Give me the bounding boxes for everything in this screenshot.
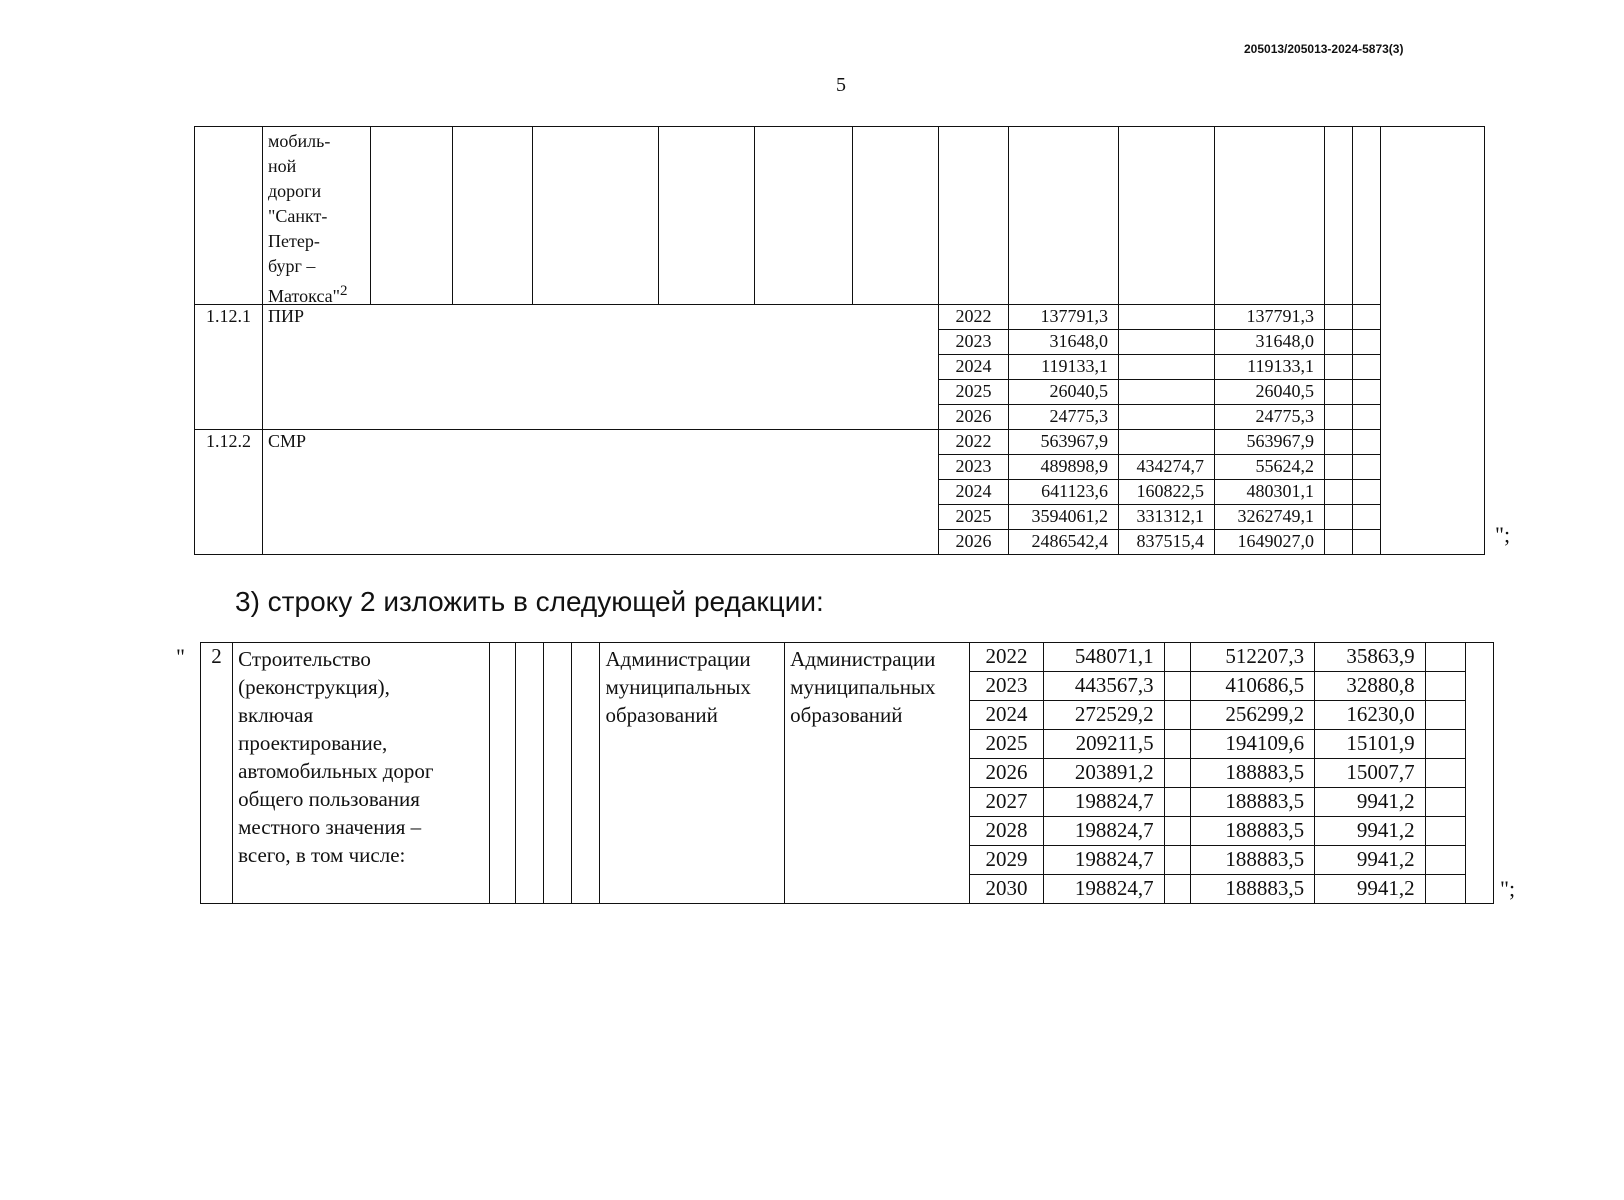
empty-cell: [1425, 643, 1465, 672]
amount-cell: [1119, 405, 1215, 430]
year-cell: 2027: [969, 788, 1043, 817]
name-line: бург –: [268, 256, 316, 276]
empty-cell: [1425, 730, 1465, 759]
amount-cell: 26040,5: [1215, 380, 1325, 405]
year-cell: 2024: [939, 355, 1009, 380]
amount-cell: 35863,9: [1315, 643, 1425, 672]
amount-cell: 188883,5: [1190, 788, 1314, 817]
amount-cell: [1164, 643, 1190, 672]
table-row: [201, 643, 1494, 672]
empty-cell: [1325, 305, 1353, 330]
amount-cell: 410686,5: [1190, 672, 1314, 701]
executor-line: муниципальных: [605, 675, 751, 699]
executor-cell: [600, 643, 785, 904]
empty-cell: [1353, 380, 1381, 405]
year-cell: 2023: [939, 330, 1009, 355]
total-cell: 2486542,4: [1009, 530, 1119, 555]
total-cell: 443567,3: [1044, 672, 1164, 701]
amount-cell: 256299,2: [1190, 701, 1314, 730]
empty-cell: [1325, 430, 1353, 455]
empty-cell: [1353, 480, 1381, 505]
year-cell: 2025: [969, 730, 1043, 759]
total-cell: 209211,5: [1044, 730, 1164, 759]
participant-cell: [785, 643, 970, 904]
participant-line: Администрации: [790, 647, 936, 671]
year-cell: 2022: [939, 430, 1009, 455]
empty-cell: [1353, 455, 1381, 480]
amount-cell: 16230,0: [1315, 701, 1425, 730]
name-line: общего пользования: [238, 787, 420, 811]
table-row: [195, 430, 1485, 455]
amount-cell: 24775,3: [1215, 405, 1325, 430]
amount-cell: [1164, 730, 1190, 759]
continued-name-cell: [263, 127, 371, 305]
amount-cell: 160822,5: [1119, 480, 1215, 505]
executor-line: Администрации: [605, 647, 751, 671]
year-cell: 2025: [939, 505, 1009, 530]
total-cell: 119133,1: [1009, 355, 1119, 380]
empty-cell: [1325, 355, 1353, 380]
empty-cell: [1353, 405, 1381, 430]
empty-cell: [1325, 330, 1353, 355]
year-cell: 2026: [939, 530, 1009, 555]
total-cell: 26040,5: [1009, 380, 1119, 405]
empty-cell: [1325, 455, 1353, 480]
program-table-row-2: [200, 642, 1494, 904]
amount-cell: 188883,5: [1190, 875, 1314, 904]
amount-cell: 9941,2: [1315, 817, 1425, 846]
amount-cell: [1119, 380, 1215, 405]
year-cell: 2029: [969, 846, 1043, 875]
empty-cell: [516, 643, 544, 904]
amount-cell: [1164, 846, 1190, 875]
name-line: автомобильных дорог: [238, 759, 434, 783]
empty-cell: [1425, 817, 1465, 846]
amount-cell: 188883,5: [1190, 846, 1314, 875]
executor-line: образований: [605, 703, 718, 727]
instruction-text: 3) строку 2 изложить в следующей редакции:: [235, 586, 824, 617]
name-line: всего, в том числе:: [238, 843, 406, 867]
empty-cell: [1425, 701, 1465, 730]
year-cell: 2028: [969, 817, 1043, 846]
item-name: [233, 643, 490, 904]
name-line: ной: [268, 156, 297, 176]
name-line: мобиль-: [268, 131, 331, 151]
table-row: [195, 305, 1485, 330]
empty-cell: [1465, 643, 1493, 904]
total-cell: 272529,2: [1044, 701, 1164, 730]
total-cell: 198824,7: [1044, 846, 1164, 875]
empty-cell: [1425, 846, 1465, 875]
total-cell: 203891,2: [1044, 759, 1164, 788]
amount-cell: 188883,5: [1190, 817, 1314, 846]
name-line: дороги: [268, 181, 322, 201]
name-line: Петер-: [268, 231, 320, 251]
empty-cell: [1425, 875, 1465, 904]
amount-cell: [1119, 355, 1215, 380]
year-cell: 2026: [969, 759, 1043, 788]
amount-cell: 15101,9: [1315, 730, 1425, 759]
year-cell: 2023: [939, 455, 1009, 480]
amount-cell: 55624,2: [1215, 455, 1325, 480]
amount-cell: [1164, 672, 1190, 701]
closing-quote: ";: [1495, 522, 1511, 547]
total-cell: 198824,7: [1044, 788, 1164, 817]
amount-cell: [1119, 330, 1215, 355]
name-line: Строительство: [238, 647, 371, 671]
amount-cell: 9941,2: [1315, 788, 1425, 817]
year-cell: 2030: [969, 875, 1043, 904]
amount-cell: 32880,8: [1315, 672, 1425, 701]
amount-cell: [1119, 430, 1215, 455]
amount-cell: 119133,1: [1215, 355, 1325, 380]
amount-cell: [1164, 788, 1190, 817]
empty-cell: [544, 643, 572, 904]
empty-cell: [1325, 405, 1353, 430]
amount-cell: 188883,5: [1190, 759, 1314, 788]
empty-cell: [1325, 380, 1353, 405]
year-cell: 2024: [939, 480, 1009, 505]
amount-cell: 194109,6: [1190, 730, 1314, 759]
name-line: проектирование,: [238, 731, 388, 755]
amount-cell: 563967,9: [1215, 430, 1325, 455]
amount-cell: [1164, 701, 1190, 730]
empty-cell: [1425, 759, 1465, 788]
participant-line: образований: [790, 703, 903, 727]
name-line: включая: [238, 703, 314, 727]
year-cell: 2024: [969, 701, 1043, 730]
empty-cell: [1425, 788, 1465, 817]
total-cell: 198824,7: [1044, 817, 1164, 846]
empty-cell: [1425, 672, 1465, 701]
footnote-mark: 2: [340, 283, 348, 299]
item-code: 1.12.2: [195, 430, 263, 555]
amount-cell: [1164, 759, 1190, 788]
document-id: 205013/205013-2024-5873(3): [1244, 42, 1404, 56]
amount-cell: 480301,1: [1215, 480, 1325, 505]
year-cell: 2022: [969, 643, 1043, 672]
empty-cell: [1353, 430, 1381, 455]
empty-cell: [1325, 530, 1353, 555]
empty-cell: [1353, 505, 1381, 530]
year-cell: 2023: [969, 672, 1043, 701]
amount-cell: [1119, 305, 1215, 330]
amount-cell: 31648,0: [1215, 330, 1325, 355]
row-number: 2: [201, 643, 233, 904]
amount-cell: 3262749,1: [1215, 505, 1325, 530]
name-line: (реконструкция),: [238, 675, 390, 699]
item-code: 1.12.1: [195, 305, 263, 430]
empty-cell: [1353, 530, 1381, 555]
total-cell: 198824,7: [1044, 875, 1164, 904]
name-line: "Санкт-: [268, 206, 328, 226]
amount-cell: 9941,2: [1315, 846, 1425, 875]
empty-cell: [1353, 305, 1381, 330]
total-cell: 31648,0: [1009, 330, 1119, 355]
name-line: Матокса"$^2$: [268, 283, 348, 305]
empty-cell: [490, 643, 516, 904]
year-cell: 2022: [939, 305, 1009, 330]
amount-cell: 9941,2: [1315, 875, 1425, 904]
participant-line: муниципальных: [790, 675, 936, 699]
total-cell: 563967,9: [1009, 430, 1119, 455]
program-table-continued: [194, 126, 1485, 555]
amount-cell: 15007,7: [1315, 759, 1425, 788]
amount-cell: 434274,7: [1119, 455, 1215, 480]
total-cell: 641123,6: [1009, 480, 1119, 505]
total-cell: 137791,3: [1009, 305, 1119, 330]
empty-cell: [572, 643, 600, 904]
closing-quote: ";: [1500, 876, 1516, 901]
total-cell: 24775,3: [1009, 405, 1119, 430]
empty-cell: [1353, 355, 1381, 380]
amount-cell: 512207,3: [1190, 643, 1314, 672]
amount-cell: 837515,4: [1119, 530, 1215, 555]
empty-cell: [1325, 505, 1353, 530]
opening-quote: ": [176, 644, 185, 669]
table-row: [195, 127, 1485, 305]
item-name: СМР: [263, 430, 939, 555]
total-cell: 548071,1: [1044, 643, 1164, 672]
amount-cell: [1164, 875, 1190, 904]
amount-cell: 331312,1: [1119, 505, 1215, 530]
year-cell: 2025: [939, 380, 1009, 405]
amount-cell: 1649027,0: [1215, 530, 1325, 555]
amount-cell: [1164, 817, 1190, 846]
item-name: ПИР: [263, 305, 939, 430]
page-number: 5: [836, 74, 846, 96]
total-cell: 3594061,2: [1009, 505, 1119, 530]
empty-cell: [1325, 480, 1353, 505]
year-cell: 2026: [939, 405, 1009, 430]
amount-cell: 137791,3: [1215, 305, 1325, 330]
empty-cell: [1353, 330, 1381, 355]
name-line: местного значения –: [238, 815, 422, 839]
total-cell: 489898,9: [1009, 455, 1119, 480]
